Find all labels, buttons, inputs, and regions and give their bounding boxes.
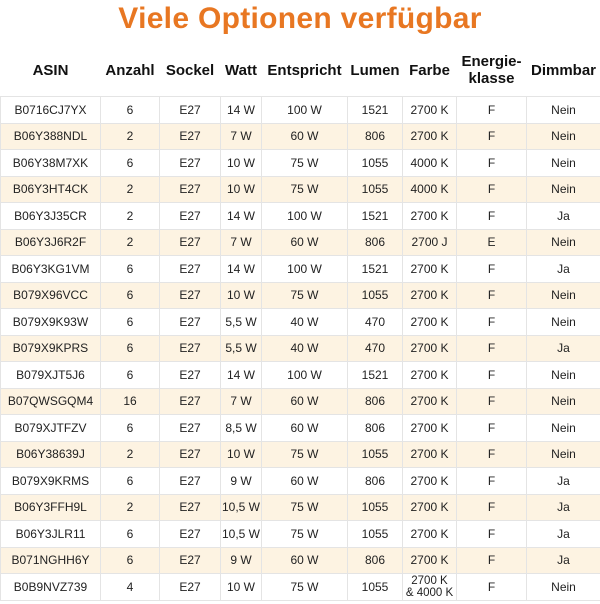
cell-lumen: 1055	[348, 521, 403, 548]
cell-anzahl: 6	[101, 335, 160, 362]
cell-watt: 7 W	[221, 229, 262, 256]
cell-watt: 5,5 W	[221, 335, 262, 362]
cell-anzahl: 6	[101, 468, 160, 495]
cell-sockel: E27	[160, 309, 221, 336]
column-header-energieklasse: Energie- klasse	[461, 53, 522, 87]
cell-asin: B079X9K93W	[1, 309, 101, 336]
cell-lumen: 1521	[348, 362, 403, 389]
table-row	[1, 123, 600, 150]
cell-lumen: 470	[348, 309, 403, 336]
cell-anzahl: 6	[101, 309, 160, 336]
cell-watt: 10 W	[221, 282, 262, 309]
cell-asin: B06Y3J35CR	[1, 203, 101, 230]
cell-asin: B0716CJ7YX	[1, 97, 101, 124]
cell-anzahl: 2	[101, 229, 160, 256]
column-header-sockel: Sockel	[165, 61, 215, 79]
cell-dimmbar: Nein	[527, 229, 600, 256]
cell-farbe: 2700 K	[403, 494, 457, 521]
cell-sockel: E27	[160, 150, 221, 177]
cell-energieklasse: E	[457, 229, 527, 256]
cell-farbe: 2700 K	[403, 547, 457, 574]
cell-sockel: E27	[160, 441, 221, 468]
table-row	[1, 97, 600, 124]
cell-dimmbar: Nein	[527, 441, 600, 468]
cell-watt: 5,5 W	[221, 309, 262, 336]
cell-lumen: 1055	[348, 574, 403, 601]
cell-dimmbar: Ja	[527, 256, 600, 283]
cell-entspricht: 100 W	[262, 362, 348, 389]
cell-energieklasse: F	[457, 176, 527, 203]
cell-anzahl: 6	[101, 547, 160, 574]
cell-sockel: E27	[160, 203, 221, 230]
table-row	[1, 547, 600, 574]
table-row	[1, 176, 600, 203]
column-header-anzahl: Anzahl	[105, 61, 155, 79]
cell-energieklasse: F	[457, 441, 527, 468]
cell-dimmbar: Nein	[527, 282, 600, 309]
table-row	[1, 282, 600, 309]
cell-energieklasse: F	[457, 415, 527, 442]
cell-anzahl: 2	[101, 203, 160, 230]
table-row	[1, 150, 600, 177]
options-table	[0, 44, 600, 601]
cell-sockel: E27	[160, 547, 221, 574]
cell-watt: 8,5 W	[221, 415, 262, 442]
cell-entspricht: 75 W	[262, 150, 348, 177]
cell-sockel: E27	[160, 521, 221, 548]
cell-entspricht: 100 W	[262, 256, 348, 283]
table-row	[1, 441, 600, 468]
cell-lumen: 1055	[348, 441, 403, 468]
cell-lumen: 1521	[348, 97, 403, 124]
cell-watt: 9 W	[221, 468, 262, 495]
cell-dimmbar: Nein	[527, 574, 600, 601]
cell-anzahl: 6	[101, 362, 160, 389]
cell-energieklasse: F	[457, 282, 527, 309]
cell-farbe: 2700 K	[403, 441, 457, 468]
cell-entspricht: 60 W	[262, 123, 348, 150]
table-row	[1, 229, 600, 256]
cell-energieklasse: F	[457, 256, 527, 283]
cell-entspricht: 100 W	[262, 203, 348, 230]
cell-entspricht: 60 W	[262, 468, 348, 495]
cell-entspricht: 60 W	[262, 547, 348, 574]
cell-dimmbar: Nein	[527, 388, 600, 415]
cell-sockel: E27	[160, 494, 221, 521]
table-row	[1, 468, 600, 495]
cell-anzahl: 2	[101, 123, 160, 150]
cell-lumen: 806	[348, 123, 403, 150]
cell-farbe: 2700 K	[403, 97, 457, 124]
cell-farbe: 2700 K	[403, 468, 457, 495]
table-row	[1, 256, 600, 283]
cell-anzahl: 16	[101, 388, 160, 415]
cell-anzahl: 2	[101, 441, 160, 468]
cell-energieklasse: F	[457, 574, 527, 601]
cell-asin: B06Y3KG1VM	[1, 256, 101, 283]
cell-energieklasse: F	[457, 123, 527, 150]
cell-watt: 10 W	[221, 176, 262, 203]
cell-anzahl: 2	[101, 494, 160, 521]
cell-sockel: E27	[160, 282, 221, 309]
cell-watt: 14 W	[221, 256, 262, 283]
cell-asin: B06Y3FFH9L	[1, 494, 101, 521]
cell-lumen: 1055	[348, 494, 403, 521]
cell-asin: B079X96VCC	[1, 282, 101, 309]
cell-asin: B071NGHH6Y	[1, 547, 101, 574]
cell-entspricht: 75 W	[262, 176, 348, 203]
cell-watt: 10,5 W	[221, 521, 262, 548]
cell-lumen: 806	[348, 388, 403, 415]
cell-lumen: 1521	[348, 256, 403, 283]
cell-energieklasse: F	[457, 388, 527, 415]
cell-energieklasse: F	[457, 150, 527, 177]
cell-farbe: 2700 K	[403, 388, 457, 415]
cell-watt: 7 W	[221, 123, 262, 150]
cell-watt: 14 W	[221, 203, 262, 230]
cell-farbe: 2700 K & 4000 K	[403, 574, 457, 601]
cell-sockel: E27	[160, 415, 221, 442]
cell-energieklasse: F	[457, 309, 527, 336]
cell-lumen: 1055	[348, 150, 403, 177]
cell-anzahl: 6	[101, 150, 160, 177]
table-body	[1, 97, 600, 601]
cell-farbe: 2700 K	[403, 335, 457, 362]
cell-sockel: E27	[160, 335, 221, 362]
cell-asin: B06Y388NDL	[1, 123, 101, 150]
cell-farbe: 2700 J	[403, 229, 457, 256]
table-row	[1, 203, 600, 230]
cell-watt: 14 W	[221, 97, 262, 124]
cell-farbe: 2700 K	[403, 282, 457, 309]
cell-dimmbar: Nein	[527, 97, 600, 124]
cell-asin: B079XJT5J6	[1, 362, 101, 389]
cell-entspricht: 40 W	[262, 335, 348, 362]
cell-watt: 10 W	[221, 150, 262, 177]
column-header-farbe: Farbe	[409, 61, 450, 79]
cell-energieklasse: F	[457, 335, 527, 362]
cell-lumen: 806	[348, 415, 403, 442]
cell-lumen: 470	[348, 335, 403, 362]
cell-dimmbar: Nein	[527, 415, 600, 442]
cell-entspricht: 60 W	[262, 415, 348, 442]
cell-farbe: 2700 K	[403, 309, 457, 336]
table-row	[1, 388, 600, 415]
cell-farbe: 2700 K	[403, 362, 457, 389]
cell-sockel: E27	[160, 123, 221, 150]
cell-sockel: E27	[160, 468, 221, 495]
cell-anzahl: 6	[101, 521, 160, 548]
cell-entspricht: 60 W	[262, 229, 348, 256]
cell-anzahl: 2	[101, 176, 160, 203]
cell-watt: 10,5 W	[221, 494, 262, 521]
header-row	[1, 44, 600, 97]
cell-dimmbar: Ja	[527, 335, 600, 362]
cell-sockel: E27	[160, 176, 221, 203]
cell-energieklasse: F	[457, 362, 527, 389]
cell-anzahl: 6	[101, 415, 160, 442]
cell-asin: B06Y38M7XK	[1, 150, 101, 177]
cell-sockel: E27	[160, 362, 221, 389]
cell-entspricht: 75 W	[262, 574, 348, 601]
cell-dimmbar: Nein	[527, 123, 600, 150]
cell-watt: 9 W	[221, 547, 262, 574]
cell-entspricht: 40 W	[262, 309, 348, 336]
cell-dimmbar: Nein	[527, 176, 600, 203]
cell-watt: 7 W	[221, 388, 262, 415]
cell-dimmbar: Ja	[527, 547, 600, 574]
table-row	[1, 335, 600, 362]
cell-entspricht: 75 W	[262, 494, 348, 521]
cell-asin: B07QWSGQM4	[1, 388, 101, 415]
cell-entspricht: 60 W	[262, 388, 348, 415]
cell-lumen: 1521	[348, 203, 403, 230]
cell-dimmbar: Nein	[527, 150, 600, 177]
cell-energieklasse: F	[457, 521, 527, 548]
cell-lumen: 1055	[348, 282, 403, 309]
cell-asin: B079XJTFZV	[1, 415, 101, 442]
cell-farbe: 2700 K	[403, 256, 457, 283]
cell-asin: B079X9KPRS	[1, 335, 101, 362]
cell-sockel: E27	[160, 229, 221, 256]
cell-dimmbar: Ja	[527, 494, 600, 521]
table-row	[1, 309, 600, 336]
cell-watt: 10 W	[221, 441, 262, 468]
cell-sockel: E27	[160, 574, 221, 601]
cell-lumen: 806	[348, 547, 403, 574]
cell-sockel: E27	[160, 256, 221, 283]
column-header-dimmbar: Dimmbar	[530, 61, 597, 79]
cell-asin: B06Y3JLR11	[1, 521, 101, 548]
cell-farbe: 2700 K	[403, 203, 457, 230]
cell-farbe: 4000 K	[403, 150, 457, 177]
cell-entspricht: 75 W	[262, 441, 348, 468]
cell-dimmbar: Nein	[527, 309, 600, 336]
cell-dimmbar: Ja	[527, 203, 600, 230]
cell-lumen: 806	[348, 229, 403, 256]
cell-anzahl: 4	[101, 574, 160, 601]
cell-asin: B079X9KRMS	[1, 468, 101, 495]
table-row	[1, 574, 600, 601]
cell-farbe: 2700 K	[403, 123, 457, 150]
cell-anzahl: 6	[101, 256, 160, 283]
cell-energieklasse: F	[457, 468, 527, 495]
cell-entspricht: 100 W	[262, 97, 348, 124]
column-header-asin: ASIN	[32, 61, 69, 79]
cell-asin: B06Y38639J	[1, 441, 101, 468]
cell-asin: B06Y3J6R2F	[1, 229, 101, 256]
cell-farbe: 2700 K	[403, 415, 457, 442]
cell-dimmbar: Nein	[527, 362, 600, 389]
table-row	[1, 494, 600, 521]
column-header-watt: Watt	[225, 61, 257, 79]
cell-energieklasse: F	[457, 547, 527, 574]
cell-farbe: 2700 K	[403, 521, 457, 548]
cell-watt: 10 W	[221, 574, 262, 601]
cell-sockel: E27	[160, 388, 221, 415]
table-row	[1, 362, 600, 389]
cell-dimmbar: Ja	[527, 521, 600, 548]
cell-energieklasse: F	[457, 494, 527, 521]
table-row	[1, 415, 600, 442]
cell-farbe: 4000 K	[403, 176, 457, 203]
cell-asin: B0B9NVZ739	[1, 574, 101, 601]
cell-energieklasse: F	[457, 203, 527, 230]
cell-lumen: 1055	[348, 176, 403, 203]
cell-dimmbar: Ja	[527, 468, 600, 495]
cell-asin: B06Y3HT4CK	[1, 176, 101, 203]
cell-anzahl: 6	[101, 282, 160, 309]
cell-watt: 14 W	[221, 362, 262, 389]
table-row	[1, 521, 600, 548]
cell-energieklasse: F	[457, 97, 527, 124]
cell-anzahl: 6	[101, 97, 160, 124]
cell-entspricht: 75 W	[262, 282, 348, 309]
column-header-lumen: Lumen	[350, 61, 400, 79]
cell-lumen: 806	[348, 468, 403, 495]
column-header-entspricht: Entspricht	[267, 61, 342, 79]
page-title: Viele Optionen verfügbar	[118, 2, 482, 35]
cell-entspricht: 75 W	[262, 521, 348, 548]
cell-sockel: E27	[160, 97, 221, 124]
